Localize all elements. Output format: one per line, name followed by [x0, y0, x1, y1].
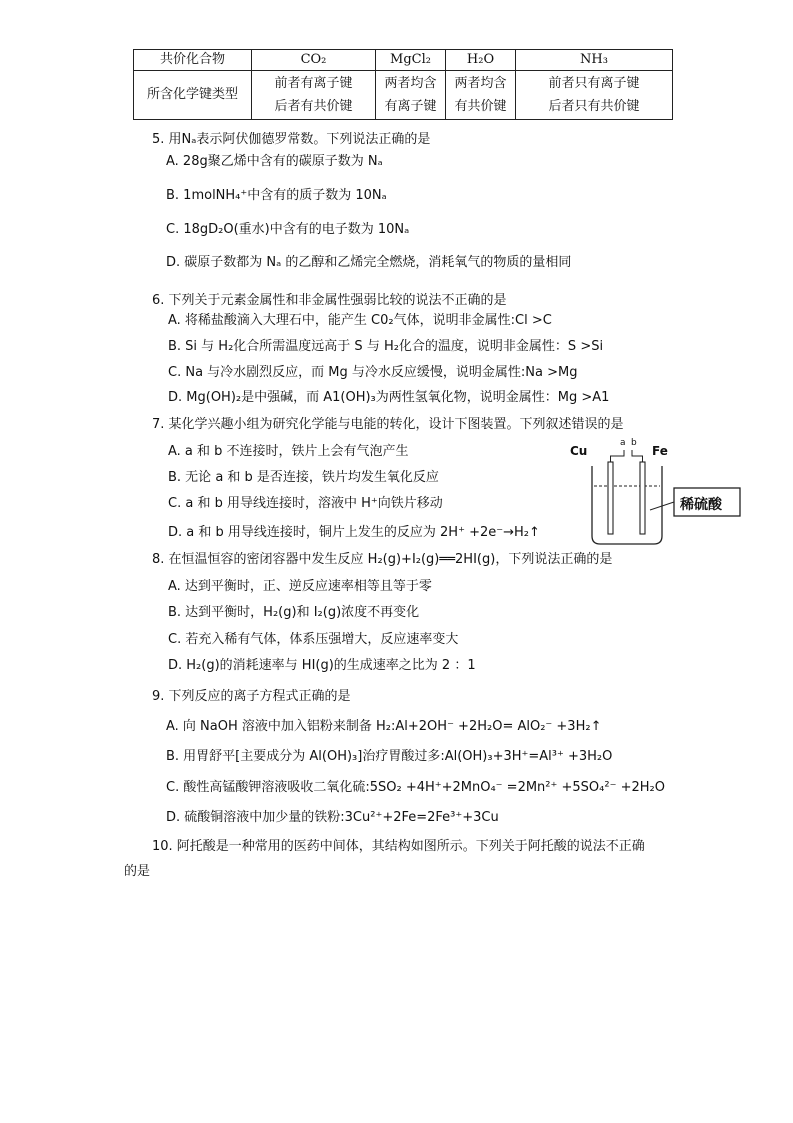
terminal-a-label: a	[620, 438, 626, 448]
copper-label: Cu	[570, 444, 588, 458]
cell-line: 有共价键	[454, 99, 507, 114]
question-7-stem: 7. 某化学兴趣小组为研究化学能与电能的转化，设计下图装置。下列叙述错误的是	[152, 417, 624, 432]
question-6-option-a: A. 将稀盐酸滴入大理石中，能产生 C0₂气体，说明非金属性:Cl >C	[168, 313, 552, 328]
question-6-stem: 6. 下列关于元素金属性和非金属性强弱比较的说法不正确的是	[152, 293, 507, 308]
question-9-option-c: C. 酸性高锰酸钾溶液吸收二氧化硫:5SO₂ +4H⁺+2MnO₄⁻ =2Mn²⁺ +5SO₄²⁻ +2H₂O	[166, 780, 665, 795]
cell-line: 后者有共价键	[274, 99, 353, 114]
table-cell: CO₂	[252, 50, 376, 71]
table-cell	[446, 71, 516, 120]
question-7-option-d: D. a 和 b 用导线连接时，铜片上发生的反应为 2H⁺ +2e⁻→H₂↑	[168, 525, 540, 540]
question-9-option-a: A. 向 NaOH 溶液中加入铝粉来制备 H₂:Al+2OH⁻ +2H₂O= AlO₂⁻ +3H₂↑	[166, 719, 602, 734]
cell-line: 前者有离子键	[274, 76, 353, 91]
table-cell: MgCl₂	[376, 50, 446, 71]
question-5-option-a: A. 28g聚乙烯中含有的碳原子数为 Nₐ	[166, 154, 383, 169]
table-cell	[516, 71, 673, 120]
question-9-option-d: D. 硫酸铜溶液中加少量的铁粉:3Cu²⁺+2Fe=2Fe³⁺+3Cu	[166, 810, 499, 825]
question-8-option-a: A. 达到平衡时，正、逆反应速率相等且等于零	[168, 579, 432, 594]
table-cell: NH₃	[516, 50, 673, 71]
question-6-option-b: B. Si 与 H₂化合所需温度远高于 S 与 H₂化合的温度，说明非金属性：S >Si	[168, 339, 604, 354]
question-5-option-b: B. 1molNH₄⁺中含有的质子数为 10Nₐ	[166, 188, 387, 203]
table-row	[134, 50, 673, 71]
dilute-sulfuric-acid-label: 稀硫酸	[680, 497, 722, 513]
cell-line: 后者只有共价键	[548, 99, 640, 114]
electrochemistry-apparatus	[570, 440, 750, 550]
question-5-option-d: D. 碳原子数都为 Nₐ 的乙醇和乙烯完全燃烧，消耗氧气的物质的量相同	[166, 255, 572, 270]
bond-type-table	[133, 49, 673, 120]
question-6-option-d: D. Mg(OH)₂是中强碱，而 A1(OH)₃为两性氢氧化物，说明金属性：Mg >A1	[168, 390, 610, 405]
table-cell	[252, 71, 376, 120]
iron-label: Fe	[652, 444, 668, 458]
question-8-option-c: C. 若充入稀有气体，体系压强增大，反应速率变大	[168, 632, 459, 647]
question-8-option-b: B. 达到平衡时，H₂(g)和 I₂(g)浓度不再变化	[168, 605, 420, 620]
question-7-option-c: C. a 和 b 用导线连接时，溶液中 H⁺向铁片移动	[168, 496, 443, 511]
question-5-option-c: C. 18gD₂O(重水)中含有的电子数为 10Nₐ	[166, 222, 410, 237]
question-6-option-c: C. Na 与冷水剧烈反应，而 Mg 与冷水反应缓慢，说明金属性:Na >Mg	[168, 365, 578, 380]
cell-line: 两者均含	[384, 76, 437, 91]
terminal-b-label: b	[631, 438, 637, 448]
question-8-option-d: D. H₂(g)的消耗速率与 HI(g)的生成速率之比为 2 ：1	[168, 658, 476, 673]
table-cell	[376, 71, 446, 120]
table-cell: 所含化学键类型	[134, 71, 252, 120]
question-7-option-a: A. a 和 b 不连接时，铁片上会有气泡产生	[168, 444, 409, 459]
question-9-stem: 9. 下列反应的离子方程式正确的是	[152, 689, 351, 704]
table-cell: H₂O	[446, 50, 516, 71]
question-9-option-b: B. 用胃舒平[主要成分为 Al(OH)₃]治疗胃酸过多:Al(OH)₃+3H⁺=Al³⁺ +3H₂O	[166, 749, 613, 764]
question-5-stem: 5. 用Nₐ表示阿伏伽德罗常数。下列说法正确的是	[152, 132, 431, 147]
question-10-stem: 10. 阿托酸是一种常用的医药中间体，其结构如图所示。下列关于阿托酸的说法不正确	[152, 839, 645, 854]
table-cell: 共价化合物	[134, 50, 252, 71]
question-7-option-b: B. 无论 a 和 b 是否连接，铁片均发生氧化反应	[168, 470, 439, 485]
cell-line: 两者均含	[454, 76, 507, 91]
table-row	[134, 71, 673, 120]
cell-line: 前者只有离子键	[548, 76, 640, 91]
question-8-stem: 8. 在恒温恒容的密闭容器中发生反应 H₂(g)+I₂(g)══2HI(g)，下列说法正确的是	[152, 552, 613, 567]
question-10-stem-continued: 的是	[124, 864, 151, 879]
cell-line: 有离子键	[384, 99, 437, 114]
